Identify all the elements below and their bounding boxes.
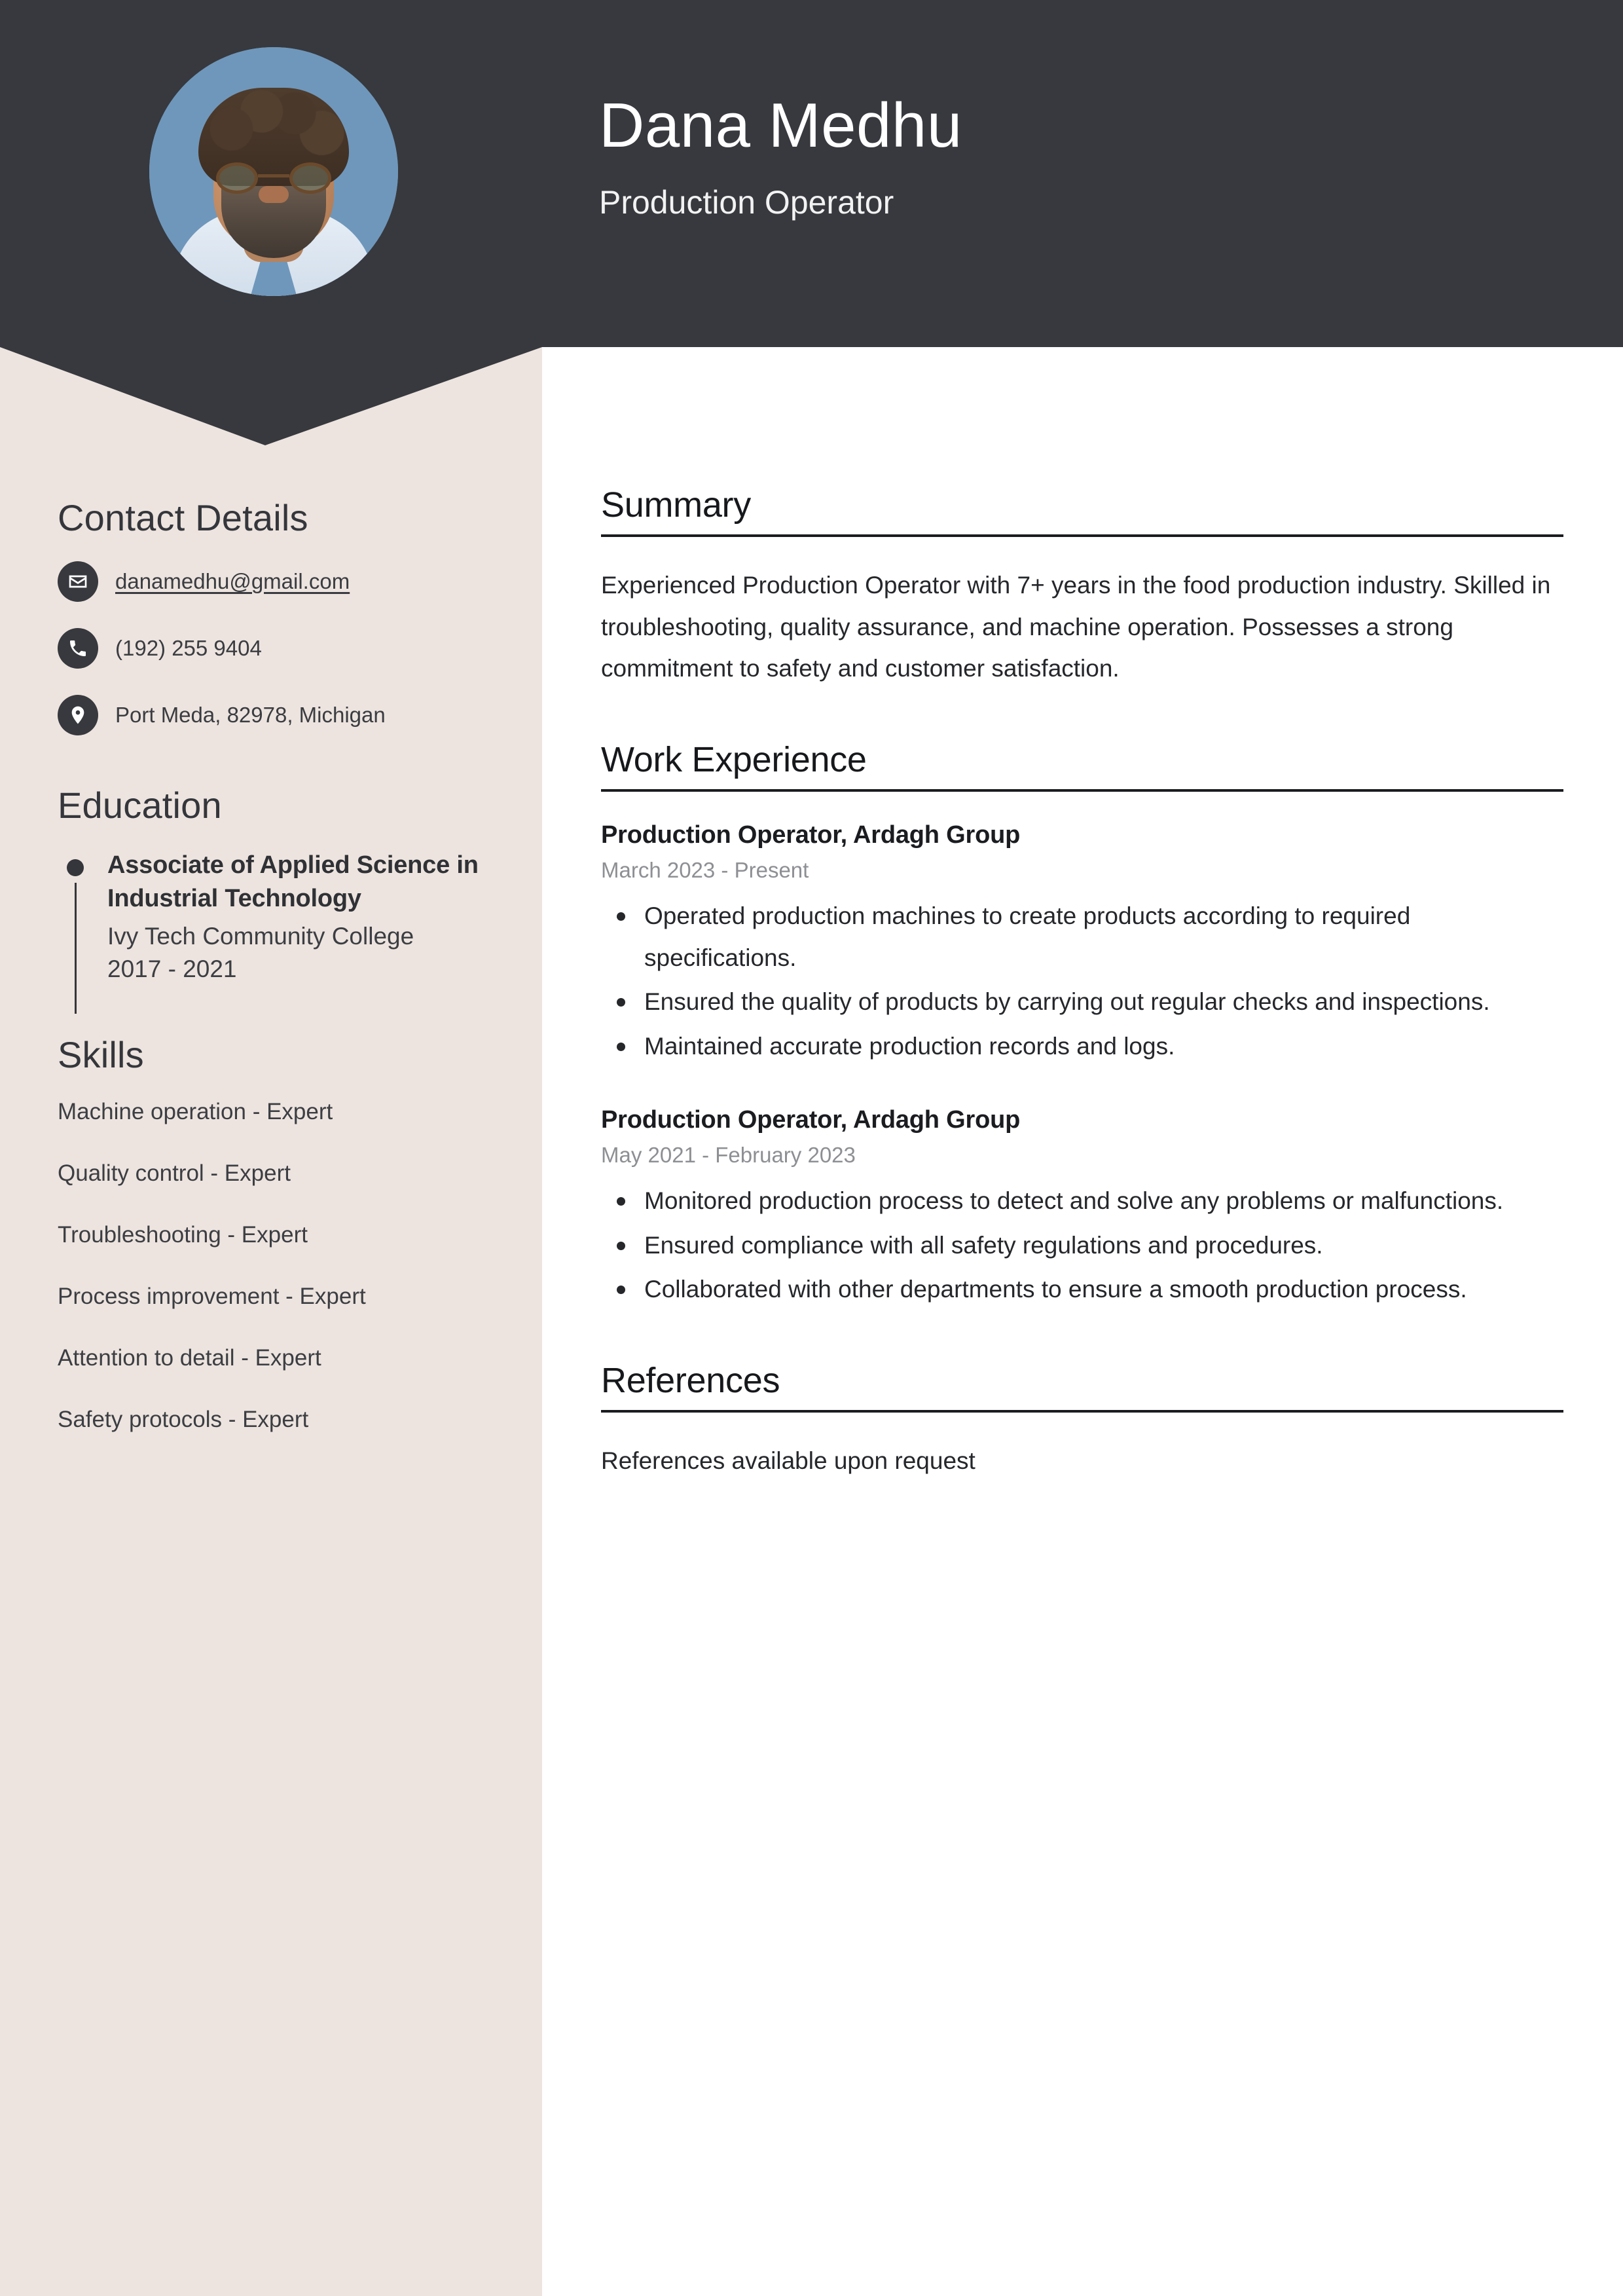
header-text-block bbox=[599, 92, 962, 221]
location-pin-icon bbox=[58, 695, 98, 735]
skill-item: Machine operation - Expert bbox=[58, 1099, 333, 1125]
job-dates: March 2023 - Present bbox=[601, 858, 809, 883]
job-responsibility: Monitored production process to detect and solve any problems or malfunctions. bbox=[601, 1180, 1563, 1222]
sidebar bbox=[0, 458, 542, 1468]
work-experience-heading: Work Experience bbox=[601, 739, 867, 779]
job-responsibility-list bbox=[601, 895, 1563, 1067]
candidate-name: Dana Medhu bbox=[599, 90, 962, 160]
avatar-photo bbox=[149, 47, 398, 296]
avatar bbox=[149, 47, 398, 296]
section-divider bbox=[601, 789, 1563, 792]
contact-item-email[interactable] bbox=[58, 561, 487, 602]
section-divider bbox=[601, 1410, 1563, 1413]
job-responsibility: Maintained accurate production records and logs. bbox=[601, 1026, 1563, 1067]
main-content bbox=[601, 485, 1563, 1531]
skill-item: Troubleshooting - Expert bbox=[58, 1222, 308, 1248]
work-experience-section bbox=[601, 739, 1563, 1310]
skill-item: Attention to detail - Expert bbox=[58, 1345, 321, 1371]
job-title-company: Production Operator, Ardagh Group bbox=[601, 1105, 1021, 1134]
skill-item: Quality control - Expert bbox=[58, 1160, 291, 1187]
job-title-company: Production Operator, Ardagh Group bbox=[601, 821, 1021, 849]
job-responsibility: Ensured the quality of products by carrying out regular checks and inspections. bbox=[601, 981, 1563, 1023]
contact-details-heading: Contact Details bbox=[58, 497, 308, 538]
summary-heading: Summary bbox=[601, 485, 751, 525]
envelope-icon bbox=[58, 561, 98, 602]
job-responsibility: Operated production machines to create products according to required specifications. bbox=[601, 895, 1563, 978]
summary-section bbox=[601, 485, 1563, 690]
job-entry bbox=[601, 1104, 1563, 1310]
contact-item-address bbox=[58, 695, 487, 735]
timeline-bullet-icon bbox=[67, 859, 84, 876]
job-dates: May 2021 - February 2023 bbox=[601, 1143, 856, 1168]
contact-address-value: Port Meda, 82978, Michigan bbox=[115, 703, 386, 728]
section-divider bbox=[601, 534, 1563, 537]
job-responsibility-list bbox=[601, 1180, 1563, 1310]
references-heading: References bbox=[601, 1360, 780, 1400]
candidate-job-title: Production Operator bbox=[599, 183, 894, 221]
contact-phone-value: (192) 255 9404 bbox=[115, 636, 262, 661]
job-responsibility: Collaborated with other departments to ensure a smooth production process. bbox=[601, 1268, 1563, 1310]
education-heading: Education bbox=[58, 785, 222, 826]
timeline-line bbox=[75, 883, 77, 1014]
education-school: Ivy Tech Community College bbox=[107, 922, 414, 950]
skill-item: Process improvement - Expert bbox=[58, 1284, 366, 1310]
avatar-glasses bbox=[216, 162, 331, 194]
job-entry bbox=[601, 819, 1563, 1067]
contact-email-value[interactable]: danamedhu@gmail.com bbox=[115, 569, 350, 594]
references-section bbox=[601, 1360, 1563, 1482]
education-degree: Associate of Applied Science in Industrial Technology bbox=[107, 851, 479, 913]
job-responsibility: Ensured compliance with all safety regulations and procedures. bbox=[601, 1225, 1563, 1267]
phone-icon bbox=[58, 628, 98, 669]
skills-heading: Skills bbox=[58, 1034, 144, 1076]
skill-item: Safety protocols - Expert bbox=[58, 1407, 309, 1433]
education-item bbox=[58, 849, 487, 985]
summary-text: Experienced Production Operator with 7+ years in the food production industry. Skilled in troubleshooting, quality assurance, and machine operation. Possesses a strong commitment to safety and customer satisfaction. bbox=[601, 572, 1551, 682]
references-text: References available upon request bbox=[601, 1447, 976, 1474]
contact-item-phone[interactable] bbox=[58, 628, 487, 669]
education-years: 2017 - 2021 bbox=[107, 955, 237, 982]
